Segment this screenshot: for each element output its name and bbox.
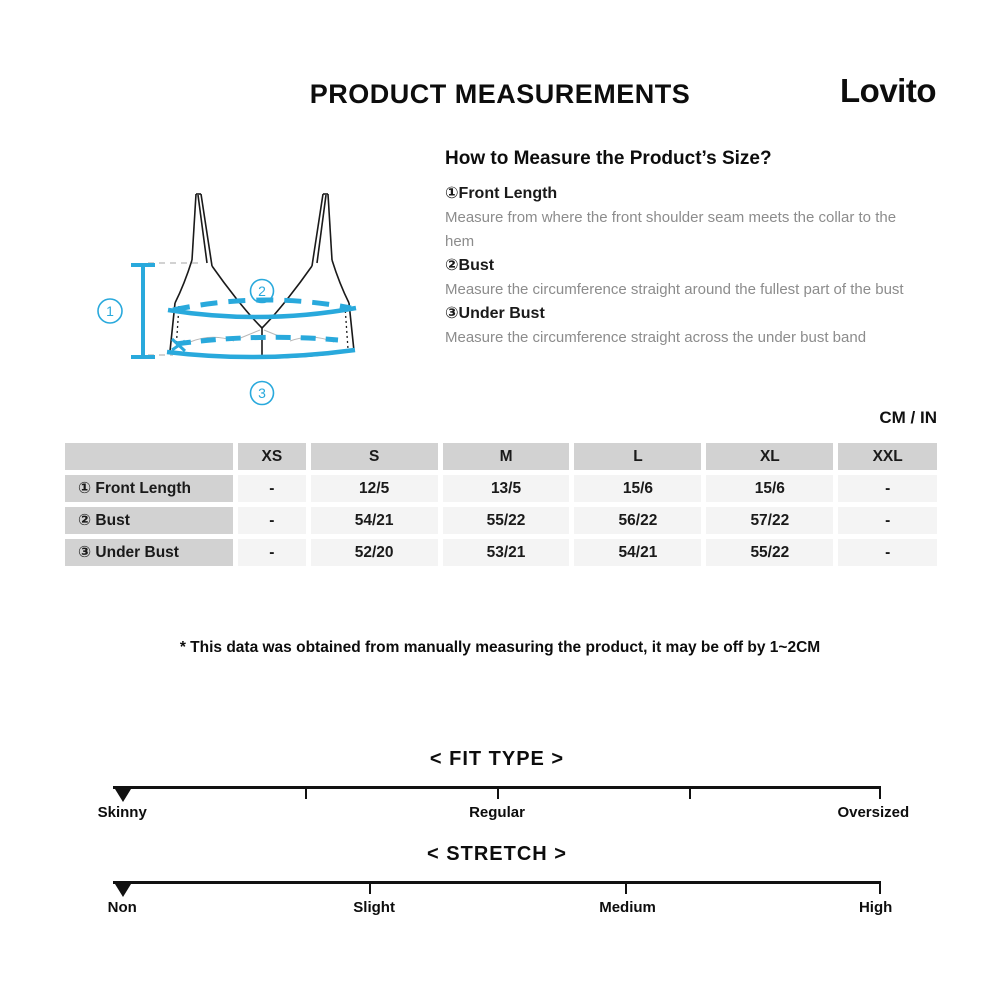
row-label: ① Front Length (65, 475, 233, 502)
table-cell: - (238, 475, 306, 502)
underbust-solid-arc (167, 350, 355, 357)
guide-item-description: Measure from where the front shoulder seam meets the collar to the hem (445, 209, 897, 250)
bust-solid-arc (168, 308, 356, 317)
scale-label-oversized: Oversized (837, 804, 910, 821)
guide-item-description: Measure the circumference straight around the fullest part of the bust (445, 281, 904, 298)
scale-tick (305, 789, 307, 799)
table-row-front-length (65, 475, 937, 502)
stretch-marker-icon (115, 884, 131, 897)
guide-item-label: ③Under Bust (445, 305, 545, 322)
table-cell: - (838, 507, 937, 534)
fit-type-marker-icon (115, 789, 131, 802)
table-cell: 15/6 (706, 475, 833, 502)
front-length-measure-line (131, 265, 155, 357)
table-cell: 54/21 (311, 507, 438, 534)
scale-label-medium: Medium (599, 899, 656, 916)
column-header-m: M (443, 443, 570, 470)
table-cell: 52/20 (311, 539, 438, 566)
table-cell: 57/22 (706, 507, 833, 534)
scale-tick (497, 789, 499, 799)
column-header-l: L (574, 443, 701, 470)
table-cell: 55/22 (706, 539, 833, 566)
table-cell: - (238, 507, 306, 534)
size-table-wrap (60, 438, 942, 571)
bra-outline (170, 194, 354, 358)
stretch-scale (107, 843, 893, 919)
scale-tick (879, 884, 881, 894)
table-cell: - (838, 475, 937, 502)
guide-item-description: Measure the circumference straight across the under bust band (445, 329, 867, 346)
corner-cell (65, 443, 233, 470)
column-header-xl: XL (706, 443, 833, 470)
column-header-xs: XS (238, 443, 306, 470)
scale-label-high: High (858, 899, 893, 916)
row-label: ③ Under Bust (65, 539, 233, 566)
marker-2-number: 2 (258, 283, 266, 299)
bra-measurement-diagram (60, 140, 440, 430)
table-cell: 55/22 (443, 507, 570, 534)
table-cell: 53/21 (443, 539, 570, 566)
column-header-xxl: XXL (838, 443, 937, 470)
table-cell: 54/21 (574, 539, 701, 566)
table-row-under-bust (65, 539, 937, 566)
column-header-s: S (311, 443, 438, 470)
table-cell: 12/5 (311, 475, 438, 502)
fit-type-track (113, 786, 881, 802)
stretch-title: < STRETCH > (427, 843, 567, 865)
page-title: PRODUCT MEASUREMENTS (309, 79, 691, 109)
scale-label-non: Non (107, 899, 137, 916)
measure-guide-heading: How to Measure the Product’s Size? (445, 148, 772, 169)
marker-1-number: 1 (106, 303, 114, 319)
stretch-track (113, 881, 881, 897)
row-label: ② Bust (65, 507, 233, 534)
table-cell: - (238, 539, 306, 566)
stretch-labels (107, 899, 893, 919)
size-table (60, 438, 942, 571)
table-cell: 56/22 (574, 507, 701, 534)
scale-label-regular: Regular (469, 804, 525, 821)
scale-tick (689, 789, 691, 799)
table-row-bust (65, 507, 937, 534)
measure-guide (445, 148, 935, 350)
fit-type-title: < FIT TYPE > (429, 748, 565, 770)
guide-item-label: ②Bust (445, 257, 495, 274)
scale-label-slight: Slight (353, 899, 395, 916)
table-cell: 13/5 (443, 475, 570, 502)
marker-1 (98, 299, 122, 323)
unit-label: CM / IN (879, 408, 937, 427)
guide-item-label: ①Front Length (445, 185, 558, 202)
scale-tick (879, 789, 881, 799)
table-cell: - (838, 539, 937, 566)
table-header-row (65, 443, 937, 470)
table-cell: 15/6 (574, 475, 701, 502)
scale-label-skinny: Skinny (97, 804, 147, 821)
marker-3 (251, 382, 274, 405)
scale-tick (369, 884, 371, 894)
marker-3-number: 3 (258, 385, 266, 401)
scale-tick (625, 884, 627, 894)
bust-dashed-arc (173, 300, 351, 310)
fit-type-scale (97, 748, 910, 824)
fit-type-labels (97, 804, 910, 824)
footnote: * This data was obtained from manually measuring the product, it may be off by 1~2CM (179, 639, 821, 656)
bra-diagram-svg (60, 140, 440, 430)
brand-logo: Lovito (840, 72, 936, 109)
scale-line (113, 881, 881, 884)
